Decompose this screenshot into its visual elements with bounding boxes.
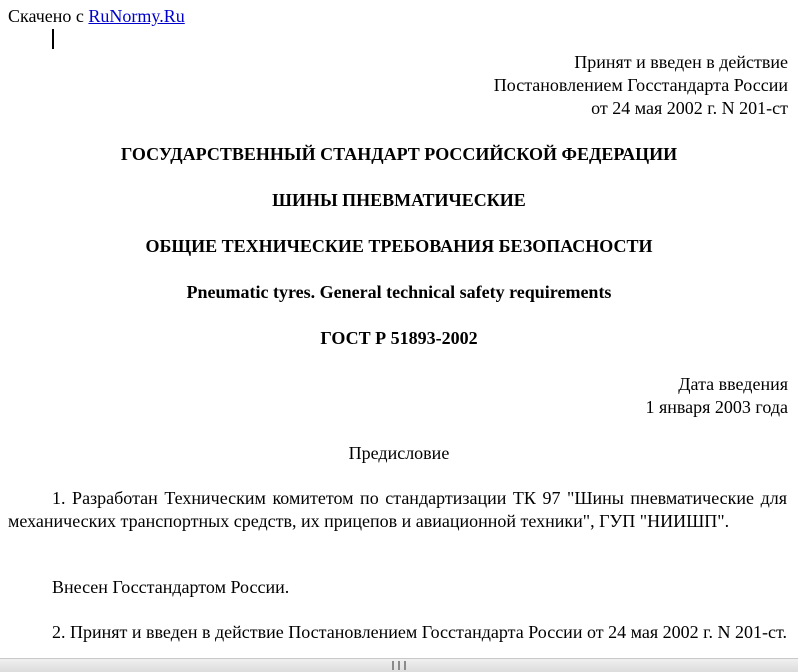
- intro-date-label: Дата введения: [678, 374, 788, 394]
- text-caret: [52, 29, 54, 49]
- source-link[interactable]: RuNormy.Ru: [88, 6, 185, 26]
- intro-date-value: 1 января 2003 года: [645, 397, 788, 417]
- adoption-line-2: Постановлением Госстандарта России: [493, 75, 788, 95]
- document-subtitle: ОБЩИЕ ТЕХНИЧЕСКИЕ ТРЕБОВАНИЯ БЕЗОПАСНОСТИ: [145, 236, 653, 256]
- standard-code: ГОСТ Р 51893-2002: [320, 328, 478, 348]
- adoption-line-3: от 24 мая 2002 г. N 201-ст: [591, 98, 788, 118]
- document-title-english: Pneumatic tyres. General technical safety requirements: [186, 282, 612, 302]
- foreword-paragraph-1: 1. Разработан Техническим комитетом по стандартизации ТК 97 "Шины пневматические для механических транспортных средств, их прицепов и авиационной техники", ГУП "НИИШП".: [8, 488, 787, 531]
- state-standard-heading: ГОСУДАРСТВЕННЫЙ СТАНДАРТ РОССИЙСКОЙ ФЕДЕРАЦИИ: [120, 144, 678, 164]
- source-prefix: Скачено с: [8, 6, 89, 26]
- source-line: [8, 5, 185, 27]
- foreword-heading: Предисловие: [348, 443, 450, 463]
- foreword-paragraph-3: 2. Принят и введен в действие Постановлением Госстандарта России от 24 мая 2002 г. N 201-ст.: [52, 622, 787, 642]
- adoption-line-1: Принят и введен в действие: [574, 52, 788, 72]
- document-title: ШИНЫ ПНЕВМАТИЧЕСКИЕ: [272, 190, 526, 210]
- foreword-paragraph-2: Внесен Госстандартом России.: [52, 577, 290, 597]
- horizontal-scrollbar[interactable]: [0, 658, 798, 672]
- scroll-grip-icon[interactable]: [392, 661, 406, 670]
